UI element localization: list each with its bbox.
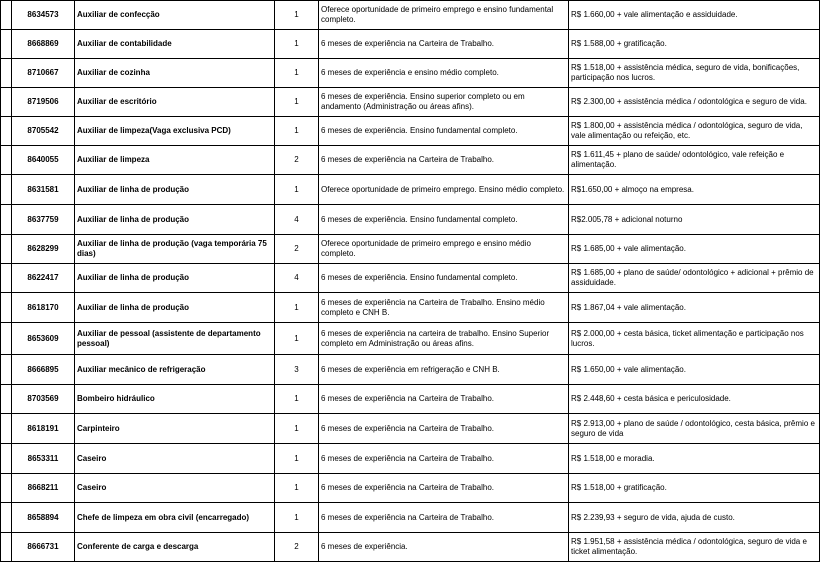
job-code: 8668869 [12, 30, 75, 59]
job-salary-benefits: R$ 2.913,00 + plano de saúde / odontológico, cesta básica, prêmio e seguro de vida [569, 414, 820, 444]
job-salary-benefits: R$ 1.518,00 + assistência médica, seguro de vida, bonificações, participação nos lucros. [569, 59, 820, 88]
vacancy-count: 1 [275, 59, 319, 88]
job-requirements: 6 meses de experiência na Carteira de Trabalho. [319, 474, 569, 503]
table-row [1, 264, 820, 293]
row-margin-cell [1, 503, 12, 533]
table-row [1, 293, 820, 323]
job-requirements: 6 meses de experiência. Ensino fundamental completo. [319, 205, 569, 235]
job-code: 8719506 [12, 88, 75, 117]
job-code: 8703569 [12, 385, 75, 414]
table-row [1, 414, 820, 444]
row-margin-cell [1, 323, 12, 355]
job-salary-benefits: R$ 1.800,00 + assistência médica / odontológica, seguro de vida, vale alimentação ou refeição, etc. [569, 117, 820, 146]
job-salary-benefits: R$ 1.650,00 + vale alimentação. [569, 355, 820, 385]
job-title: Auxiliar de escritório [75, 88, 275, 117]
job-code: 8631581 [12, 175, 75, 205]
row-margin-cell [1, 235, 12, 264]
table-row [1, 503, 820, 533]
vacancy-count: 1 [275, 444, 319, 474]
job-requirements: Oferece oportunidade de primeiro emprego e ensino fundamental completo. [319, 1, 569, 30]
job-salary-benefits: R$ 1.660,00 + vale alimentação e assiduidade. [569, 1, 820, 30]
job-title: Carpinteiro [75, 414, 275, 444]
job-code: 8710667 [12, 59, 75, 88]
job-requirements: 6 meses de experiência na Carteira de Trabalho. [319, 444, 569, 474]
row-margin-cell [1, 474, 12, 503]
job-requirements: Oferece oportunidade de primeiro emprego e ensino médio completo. [319, 235, 569, 264]
table-row [1, 146, 820, 175]
job-title: Conferente de carga e descarga [75, 533, 275, 562]
job-title: Auxiliar de linha de produção [75, 264, 275, 293]
vacancy-count: 3 [275, 355, 319, 385]
job-requirements: 6 meses de experiência na carteira de trabalho. Ensino Superior completo em Administração ou áreas afins. [319, 323, 569, 355]
job-code: 8666731 [12, 533, 75, 562]
job-salary-benefits: R$ 2.448,60 + cesta básica e periculosidade. [569, 385, 820, 414]
table-row [1, 444, 820, 474]
job-salary-benefits: R$ 1.951,58 + assistência médica / odontológica, seguro de vida e ticket alimentação. [569, 533, 820, 562]
job-title: Auxiliar de pessoal (assistente de departamento pessoal) [75, 323, 275, 355]
job-requirements: 6 meses de experiência na Carteira de Trabalho. [319, 30, 569, 59]
job-salary-benefits: R$ 1.518,00 e moradia. [569, 444, 820, 474]
job-title: Auxiliar de cozinha [75, 59, 275, 88]
job-code: 8705542 [12, 117, 75, 146]
table-row [1, 474, 820, 503]
row-margin-cell [1, 205, 12, 235]
vacancy-count: 1 [275, 175, 319, 205]
vacancy-count: 1 [275, 1, 319, 30]
job-requirements: 6 meses de experiência. Ensino fundamental completo. [319, 264, 569, 293]
job-code: 8653311 [12, 444, 75, 474]
job-salary-benefits: R$2.005,78 + adicional noturno [569, 205, 820, 235]
vacancy-count: 1 [275, 503, 319, 533]
row-margin-cell [1, 146, 12, 175]
job-requirements: Oferece oportunidade de primeiro emprego. Ensino médio completo. [319, 175, 569, 205]
job-title: Auxiliar de contabilidade [75, 30, 275, 59]
job-title: Auxiliar de confecção [75, 1, 275, 30]
job-code: 8666895 [12, 355, 75, 385]
table-row [1, 533, 820, 562]
vacancy-count: 2 [275, 235, 319, 264]
job-salary-benefits: R$ 1.867,04 + vale alimentação. [569, 293, 820, 323]
table-row [1, 88, 820, 117]
row-margin-cell [1, 30, 12, 59]
job-code: 8658894 [12, 503, 75, 533]
job-salary-benefits: R$1.650,00 + almoço na empresa. [569, 175, 820, 205]
vacancy-count: 1 [275, 474, 319, 503]
job-requirements: 6 meses de experiência em refrigeração e CNH B. [319, 355, 569, 385]
job-title: Auxiliar de linha de produção [75, 293, 275, 323]
job-requirements: 6 meses de experiência na Carteira de Trabalho. Ensino médio completo e CNH B. [319, 293, 569, 323]
vacancy-count: 2 [275, 146, 319, 175]
job-code: 8618170 [12, 293, 75, 323]
row-margin-cell [1, 533, 12, 562]
job-code: 8640055 [12, 146, 75, 175]
job-title: Caseiro [75, 444, 275, 474]
vacancy-count: 4 [275, 205, 319, 235]
row-margin-cell [1, 88, 12, 117]
job-requirements: 6 meses de experiência na Carteira de Trabalho. [319, 503, 569, 533]
table-row [1, 385, 820, 414]
job-code: 8628299 [12, 235, 75, 264]
job-requirements: 6 meses de experiência. [319, 533, 569, 562]
vacancy-count: 1 [275, 117, 319, 146]
job-requirements: 6 meses de experiência na Carteira de Trabalho. [319, 146, 569, 175]
table-row [1, 1, 820, 30]
job-title: Chefe de limpeza em obra civil (encarregado) [75, 503, 275, 533]
row-margin-cell [1, 385, 12, 414]
job-code: 8622417 [12, 264, 75, 293]
table-row [1, 355, 820, 385]
job-salary-benefits: R$ 1.685,00 + vale alimentação. [569, 235, 820, 264]
job-title: Auxiliar de limpeza(Vaga exclusiva PCD) [75, 117, 275, 146]
job-requirements: 6 meses de experiência na Carteira de Trabalho. [319, 385, 569, 414]
job-salary-benefits: R$ 2.000,00 + cesta básica, ticket alimentação e participação nos lucros. [569, 323, 820, 355]
job-code: 8668211 [12, 474, 75, 503]
job-code: 8618191 [12, 414, 75, 444]
table-row [1, 59, 820, 88]
vacancy-count: 1 [275, 88, 319, 117]
table-row [1, 30, 820, 59]
job-title: Bombeiro hidráulico [75, 385, 275, 414]
job-title: Auxiliar de linha de produção (vaga temporária 75 dias) [75, 235, 275, 264]
job-salary-benefits: R$ 1.685,00 + plano de saúde/ odontológico + adicional + prêmio de assiduidade. [569, 264, 820, 293]
table-row [1, 117, 820, 146]
row-margin-cell [1, 264, 12, 293]
job-requirements: 6 meses de experiência. Ensino fundamental completo. [319, 117, 569, 146]
job-title: Auxiliar de limpeza [75, 146, 275, 175]
job-salary-benefits: R$ 1.588,00 + gratificação. [569, 30, 820, 59]
table-row [1, 175, 820, 205]
job-salary-benefits: R$ 1.611,45 + plano de saúde/ odontológico, vale refeição e alimentação. [569, 146, 820, 175]
row-margin-cell [1, 293, 12, 323]
vacancy-count: 2 [275, 533, 319, 562]
row-margin-cell [1, 1, 12, 30]
job-title: Auxiliar de linha de produção [75, 175, 275, 205]
row-margin-cell [1, 175, 12, 205]
job-salary-benefits: R$ 2.300,00 + assistência médica / odontológica e seguro de vida. [569, 88, 820, 117]
row-margin-cell [1, 414, 12, 444]
vacancy-count: 1 [275, 323, 319, 355]
job-salary-benefits: R$ 1.518,00 + gratificação. [569, 474, 820, 503]
row-margin-cell [1, 355, 12, 385]
job-salary-benefits: R$ 2.239,93 + seguro de vida, ajuda de custo. [569, 503, 820, 533]
vacancy-count: 1 [275, 293, 319, 323]
row-margin-cell [1, 59, 12, 88]
vacancy-count: 1 [275, 30, 319, 59]
table-row [1, 323, 820, 355]
row-margin-cell [1, 117, 12, 146]
job-requirements: 6 meses de experiência na Carteira de Trabalho. [319, 414, 569, 444]
table-row [1, 235, 820, 264]
job-code: 8637759 [12, 205, 75, 235]
job-title: Auxiliar mecânico de refrigeração [75, 355, 275, 385]
job-title: Auxiliar de linha de produção [75, 205, 275, 235]
job-requirements: 6 meses de experiência e ensino médio completo. [319, 59, 569, 88]
job-requirements: 6 meses de experiência. Ensino superior completo ou em andamento (Administração ou áreas afins). [319, 88, 569, 117]
job-title: Caseiro [75, 474, 275, 503]
table-row [1, 205, 820, 235]
job-code: 8634573 [12, 1, 75, 30]
vacancy-count: 1 [275, 414, 319, 444]
job-code: 8653609 [12, 323, 75, 355]
row-margin-cell [1, 444, 12, 474]
job-listings-body [1, 1, 820, 562]
vacancy-count: 4 [275, 264, 319, 293]
vacancy-count: 1 [275, 385, 319, 414]
